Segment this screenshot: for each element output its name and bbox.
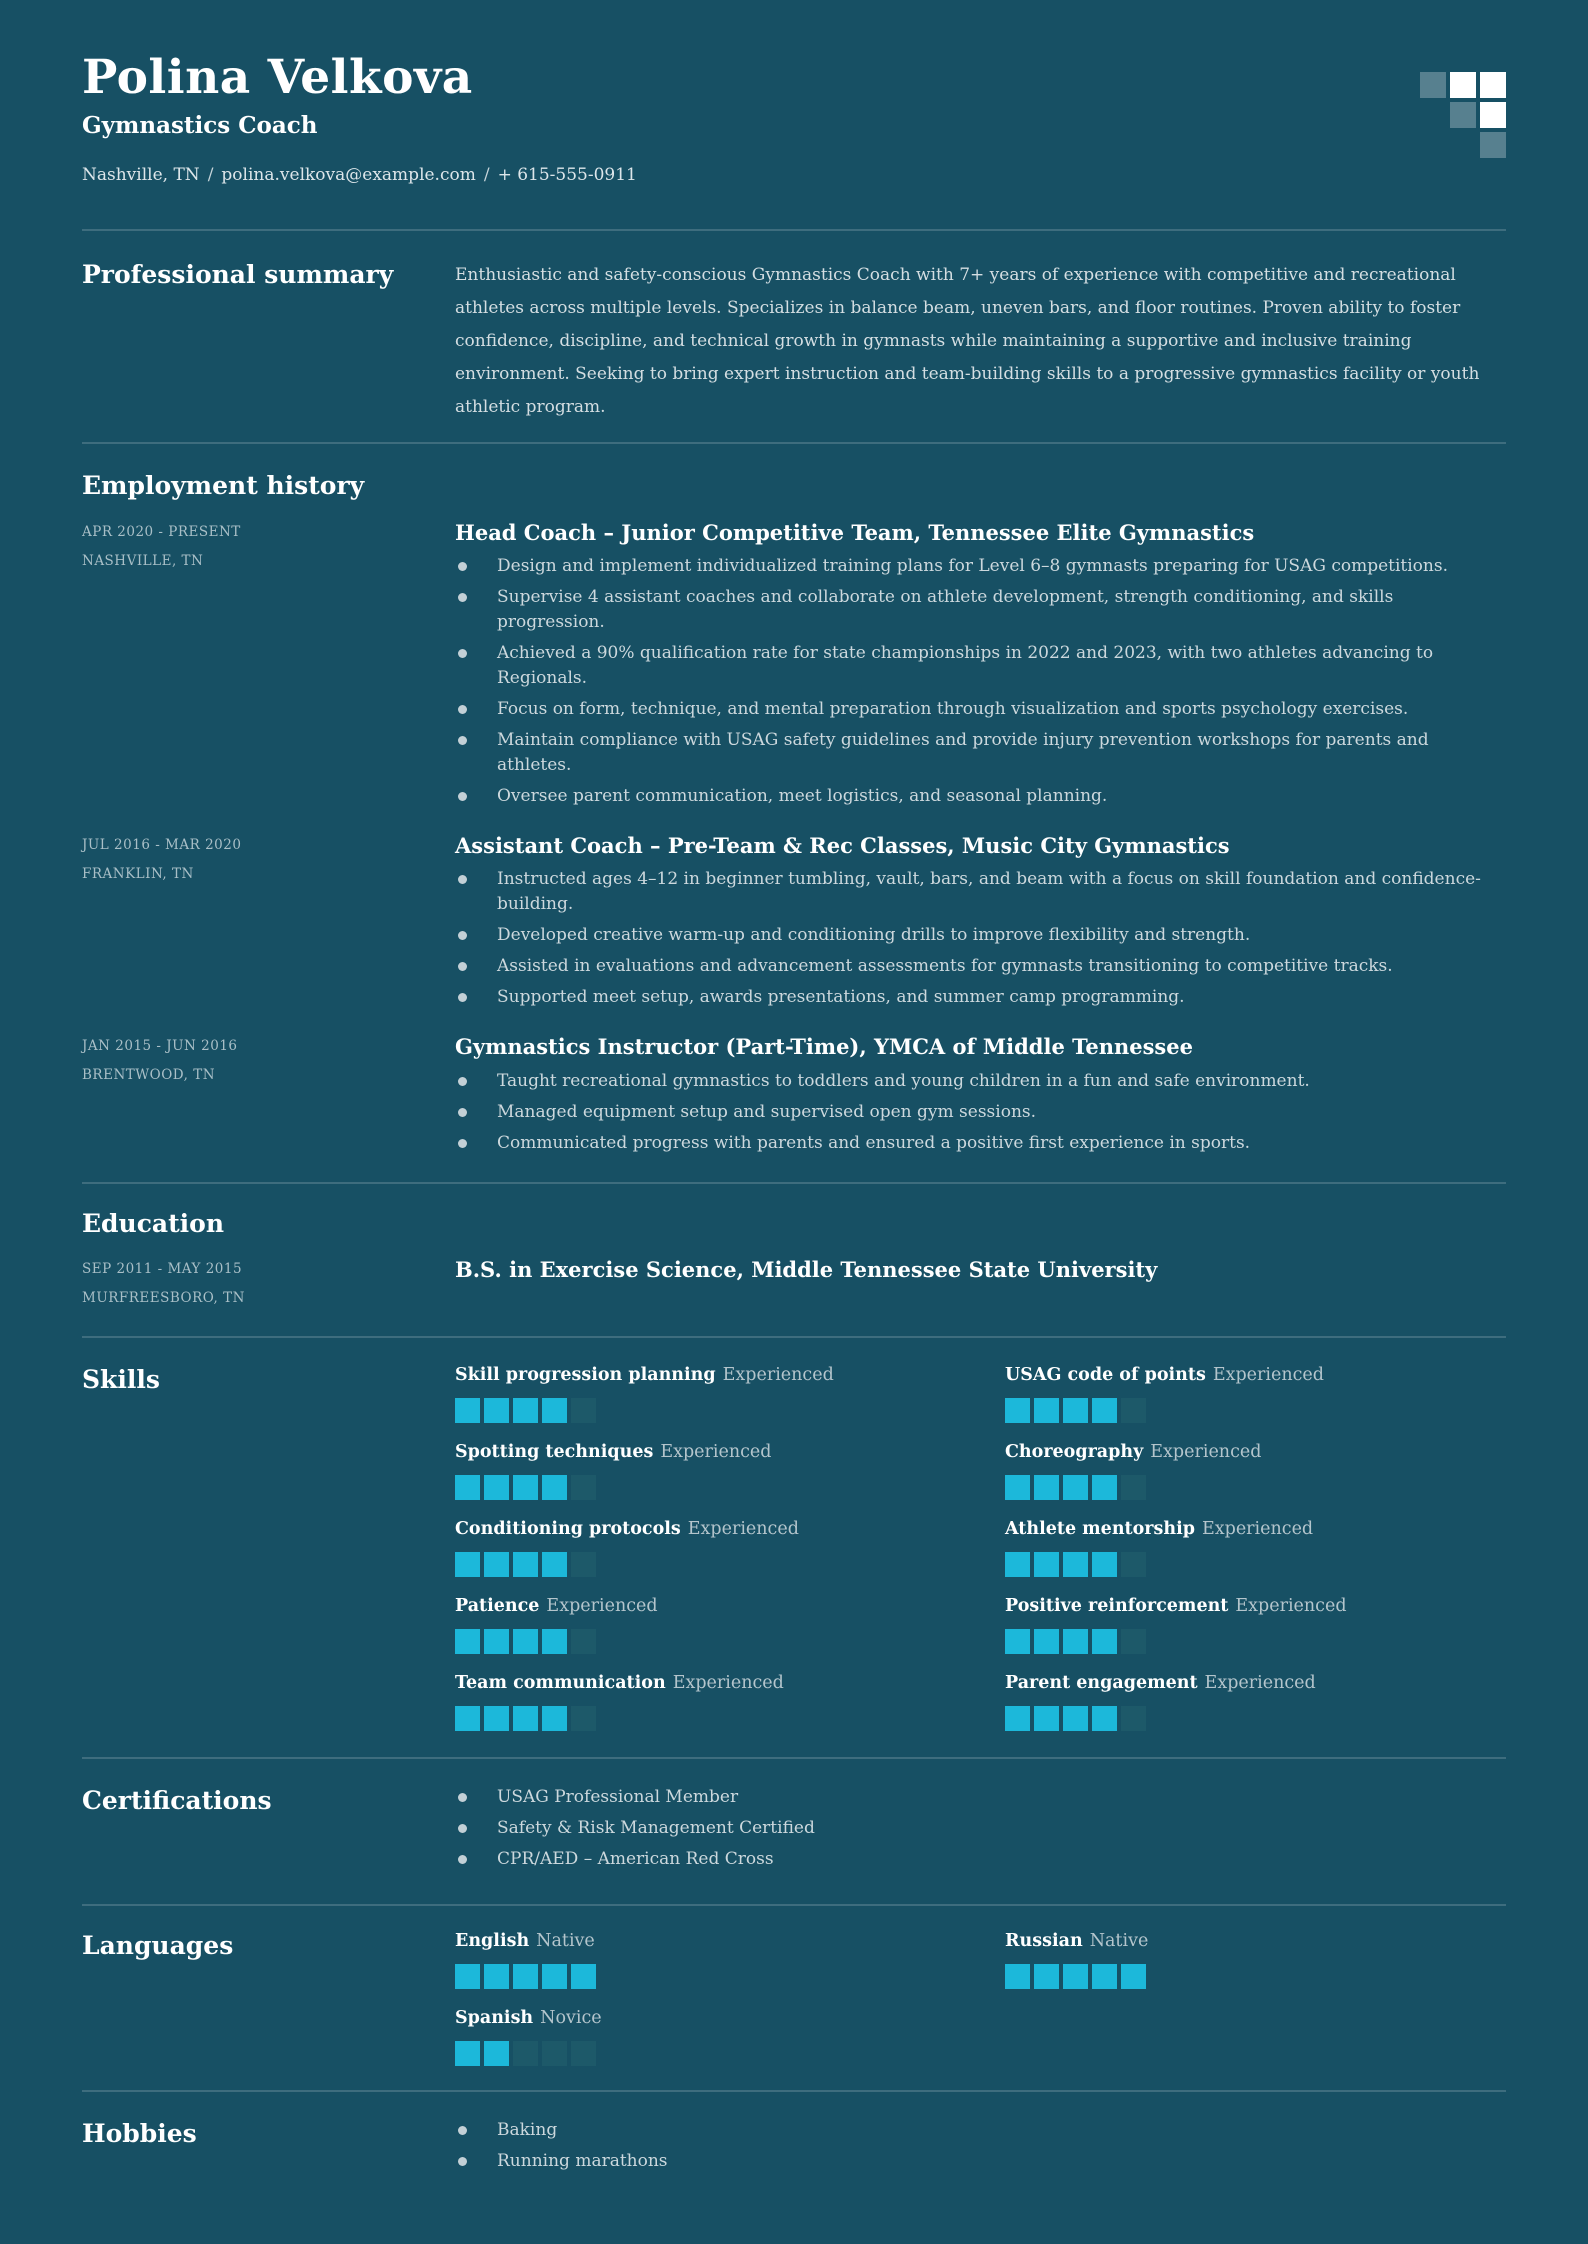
skill-item (455, 1672, 1005, 1731)
bullet-item: Running marathons (455, 2149, 1506, 2174)
certifications-list (455, 1785, 1506, 1878)
bar-segment-filled (455, 1552, 480, 1577)
skill-name: Athlete mentorship (1005, 1518, 1195, 1539)
bar-segment-filled (542, 1552, 567, 1577)
bar-segment-filled (484, 2041, 509, 2066)
bar-segment-filled (1092, 1552, 1117, 1577)
bar-segment-filled (1092, 1964, 1117, 1989)
logo-cell-empty (1420, 132, 1446, 158)
job-location: FRANKLIN, TN (82, 865, 194, 882)
summary-text: Enthusiastic and safety-conscious Gymnastics Coach with 7+ years of experience with competitive and recreational athletes across multiple levels. Specializes in balance beam, uneven bars, and floor routines. Proven ability to foster confidence, discipline, and technical growth in gymnasts while maintaining a supportive and inclusive training environment. Seeking to bring expert instruction and team-building skills to a progressive gymnastics facility or youth athletic program. (455, 265, 1480, 418)
skill-bar (1005, 1552, 1506, 1577)
section-heading: Professional summary (82, 260, 394, 290)
bar-segment-filled (484, 1706, 509, 1731)
bullet-item: Maintain compliance with USAG safety guidelines and provide injury prevention workshops for parents and athletes. (455, 728, 1506, 778)
job-bullet-list (455, 867, 1506, 1010)
language-level: Novice (540, 2007, 602, 2028)
bar-segment-filled (1092, 1475, 1117, 1500)
language-bar (1005, 1964, 1506, 1989)
education-body (455, 1256, 1506, 1306)
bar-segment-filled (542, 1475, 567, 1500)
languages-grid (455, 1930, 1506, 2066)
bar-segment-empty (571, 2041, 596, 2066)
bar-segment-empty (1121, 1629, 1146, 1654)
skill-level: Experienced (1204, 1672, 1316, 1693)
bar-segment-empty (571, 1398, 596, 1423)
bar-segment-filled (1034, 1964, 1059, 1989)
bar-segment-empty (1121, 1706, 1146, 1731)
bar-segment-filled (455, 1629, 480, 1654)
skill-name: Spotting techniques (455, 1441, 654, 1462)
skill-bar (1005, 1706, 1506, 1731)
bar-segment-empty (542, 2041, 567, 2066)
job-meta (82, 832, 455, 1016)
bullet-item: Managed equipment setup and supervised open gym sessions. (455, 1100, 1506, 1125)
skill-level: Experienced (722, 1364, 834, 1385)
job-title: Gymnastics Instructor (Part-Time), YMCA of Middle Tennessee (455, 1034, 1193, 1060)
bullet-item: Taught recreational gymnastics to toddlers and young children in a fun and safe environment. (455, 1069, 1506, 1094)
bullet-item: CPR/AED – American Red Cross (455, 1847, 1506, 1872)
section-heading: Employment history (82, 471, 365, 501)
skill-level: Experienced (687, 1518, 799, 1539)
bar-segment-filled (542, 1398, 567, 1423)
skill-label (1005, 1441, 1506, 1464)
bar-segment-empty (513, 2041, 538, 2066)
job-body (455, 519, 1506, 815)
skill-item (455, 1518, 1005, 1577)
bar-segment-filled (1005, 1964, 1030, 1989)
bar-segment-filled (513, 1706, 538, 1731)
job-role: Gymnastics Coach (82, 112, 318, 140)
bar-segment-filled (1092, 1398, 1117, 1423)
bullet-item: Focus on form, technique, and mental preparation through visualization and sports psychology exercises. (455, 697, 1506, 722)
language-label (455, 1930, 1005, 1953)
education-meta (82, 1256, 455, 1306)
section-education (82, 1184, 1506, 1336)
skill-name: Choreography (1005, 1441, 1144, 1462)
bullet-item: Design and implement individualized training plans for Level 6–8 gymnasts preparing for USAG competitions. (455, 554, 1506, 579)
section-languages (82, 1906, 1506, 2090)
skill-name: Skill progression planning (455, 1364, 716, 1385)
section-heading: Certifications (82, 1785, 272, 1815)
skill-bar (455, 1629, 1005, 1654)
job-meta (82, 519, 455, 815)
job-meta (82, 1033, 455, 1161)
logo-cell-empty (1420, 102, 1446, 128)
bar-segment-filled (1034, 1706, 1059, 1731)
language-bar (455, 2041, 1005, 2066)
skill-label (455, 1595, 1005, 1618)
section-heading: Education (82, 1208, 225, 1238)
bullet-item: Instructed ages 4–12 in beginner tumbling, vault, bars, and beam with a focus on skill foundation and confidence-building. (455, 867, 1506, 917)
skill-item (455, 1364, 1005, 1423)
section-certifications (82, 1759, 1506, 1904)
job-title: Head Coach – Junior Competitive Team, Tennessee Elite Gymnastics (455, 519, 1255, 545)
squares-logo-icon (1420, 72, 1506, 158)
section-heading: Hobbies (82, 2118, 197, 2148)
bar-segment-filled (1063, 1475, 1088, 1500)
logo-cell-white (1480, 102, 1506, 128)
bar-segment-empty (571, 1706, 596, 1731)
education-entry (82, 1256, 1506, 1306)
bar-segment-empty (1121, 1552, 1146, 1577)
bar-segment-filled (1034, 1629, 1059, 1654)
bar-segment-empty (1121, 1398, 1146, 1423)
degree-title: B.S. in Exercise Science, Middle Tennessee State University (455, 1256, 1158, 1282)
bullet-item: Assisted in evaluations and advancement assessments for gymnasts transitioning to competitive tracks. (455, 954, 1506, 979)
skills-grid (455, 1364, 1506, 1731)
logo-cell-white (1480, 72, 1506, 98)
bullet-item: Oversee parent communication, meet logistics, and seasonal planning. (455, 784, 1506, 809)
language-item (455, 1930, 1005, 1989)
bar-segment-filled (513, 1475, 538, 1500)
skill-bar (1005, 1629, 1506, 1654)
skill-item (1005, 1364, 1506, 1423)
job-body (455, 832, 1506, 1016)
skill-level: Experienced (546, 1595, 658, 1616)
skill-bar (455, 1552, 1005, 1577)
bar-segment-filled (455, 1475, 480, 1500)
section-professional-summary (82, 231, 1506, 442)
job-body (455, 1033, 1506, 1161)
skill-bar (455, 1398, 1005, 1423)
skill-bar (1005, 1398, 1506, 1423)
bar-segment-empty (571, 1475, 596, 1500)
bar-segment-filled (1005, 1398, 1030, 1423)
bar-segment-filled (1034, 1552, 1059, 1577)
contact-separator: / (483, 165, 490, 186)
contact-line (82, 165, 1506, 185)
skill-level: Experienced (1150, 1441, 1262, 1462)
bar-segment-filled (542, 1964, 567, 1989)
contact-email: polina.velkova@example.com (221, 165, 476, 186)
bar-segment-filled (455, 1398, 480, 1423)
bar-segment-filled (455, 1706, 480, 1731)
bullet-item: USAG Professional Member (455, 1785, 1506, 1810)
skill-level: Experienced (660, 1441, 772, 1462)
skill-bar (1005, 1475, 1506, 1500)
language-label (455, 2007, 1005, 2030)
bar-segment-filled (542, 1629, 567, 1654)
language-name: Spanish (455, 2007, 534, 2028)
bar-segment-filled (1092, 1629, 1117, 1654)
language-bar (455, 1964, 1005, 1989)
bar-segment-filled (1063, 1629, 1088, 1654)
skill-label (455, 1364, 1005, 1387)
header (82, 50, 1506, 229)
job-entry (82, 519, 1506, 815)
hobbies-list (455, 2118, 1506, 2180)
language-name: English (455, 1930, 530, 1951)
skill-item (1005, 1672, 1506, 1731)
job-entry (82, 1033, 1506, 1161)
bar-segment-filled (1063, 1398, 1088, 1423)
bullet-item: Safety & Risk Management Certified (455, 1816, 1506, 1841)
bar-segment-filled (542, 1706, 567, 1731)
section-skills (82, 1338, 1506, 1757)
bar-segment-filled (484, 1629, 509, 1654)
bar-segment-filled (455, 2041, 480, 2066)
bullet-item: Developed creative warm-up and conditioning drills to improve flexibility and strength. (455, 923, 1506, 948)
bar-segment-empty (571, 1629, 596, 1654)
bar-segment-filled (1005, 1629, 1030, 1654)
logo-cell-muted (1420, 72, 1446, 98)
bar-segment-filled (1005, 1475, 1030, 1500)
skill-name: Parent engagement (1005, 1672, 1198, 1693)
bar-segment-filled (1063, 1964, 1088, 1989)
skill-bar (455, 1475, 1005, 1500)
logo-cell-empty (1450, 132, 1476, 158)
bullet-item: Supported meet setup, awards presentations, and summer camp programming. (455, 985, 1506, 1010)
skill-level: Experienced (1201, 1518, 1314, 1539)
skill-bar (455, 1706, 1005, 1731)
skill-item (1005, 1595, 1506, 1654)
skill-level: Experienced (1235, 1595, 1347, 1616)
skill-name: Positive reinforcement (1005, 1595, 1229, 1616)
bar-segment-filled (513, 1552, 538, 1577)
skill-name: Team communication (455, 1672, 666, 1693)
skill-name: Patience (455, 1595, 540, 1616)
person-name: Polina Velkova (82, 50, 473, 105)
bar-segment-filled (1034, 1398, 1059, 1423)
education-dates: SEP 2011 - MAY 2015 (82, 1260, 243, 1277)
logo-cell-muted (1450, 102, 1476, 128)
job-title: Assistant Coach – Pre-Team & Rec Classes, Music City Gymnastics (455, 832, 1230, 858)
section-hobbies (82, 2092, 1506, 2180)
job-entry (82, 832, 1506, 1016)
language-level: Native (1089, 1930, 1149, 1951)
language-item (455, 2007, 1005, 2066)
skill-label (1005, 1672, 1506, 1695)
skill-label (1005, 1364, 1506, 1387)
language-name: Russian (1005, 1930, 1083, 1951)
contact-location: Nashville, TN (82, 165, 200, 186)
skill-item (1005, 1441, 1506, 1500)
skill-label (1005, 1518, 1506, 1541)
skill-level: Experienced (672, 1672, 784, 1693)
bar-segment-empty (1121, 1475, 1146, 1500)
bar-segment-empty (571, 1552, 596, 1577)
skill-item (455, 1441, 1005, 1500)
job-bullet-list (455, 1069, 1506, 1156)
bar-segment-filled (1121, 1964, 1146, 1989)
bar-segment-filled (513, 1964, 538, 1989)
bar-segment-filled (484, 1552, 509, 1577)
contact-phone: + 615-555-0911 (497, 165, 637, 186)
bar-segment-filled (1092, 1706, 1117, 1731)
language-item (1005, 1930, 1506, 1989)
bullet-item: Achieved a 90% qualification rate for state championships in 2022 and 2023, with two athletes advancing to Regionals. (455, 641, 1506, 691)
skill-label (455, 1518, 1005, 1541)
bar-segment-filled (455, 1964, 480, 1989)
skill-level: Experienced (1212, 1364, 1324, 1385)
bar-segment-filled (513, 1398, 538, 1423)
skill-name: Conditioning protocols (455, 1518, 681, 1539)
skill-label (455, 1672, 1005, 1695)
bullet-item: Communicated progress with parents and ensured a positive first experience in sports. (455, 1131, 1506, 1156)
bar-segment-filled (1005, 1706, 1030, 1731)
bar-segment-filled (1034, 1475, 1059, 1500)
job-dates: JAN 2015 - JUN 2016 (82, 1038, 238, 1055)
logo-cell-white (1450, 72, 1476, 98)
bar-segment-filled (484, 1475, 509, 1500)
bar-segment-filled (1063, 1552, 1088, 1577)
language-label (1005, 1930, 1506, 1953)
logo-cell-muted (1480, 132, 1506, 158)
job-location: BRENTWOOD, TN (82, 1067, 216, 1084)
bullet-item: Supervise 4 assistant coaches and collaborate on athlete development, strength conditioning, and skills progression. (455, 585, 1506, 635)
job-dates: APR 2020 - PRESENT (82, 523, 241, 540)
bar-segment-filled (484, 1398, 509, 1423)
skill-label (455, 1441, 1005, 1464)
bar-segment-filled (1005, 1552, 1030, 1577)
skill-name: USAG code of points (1005, 1364, 1206, 1385)
job-bullet-list (455, 554, 1506, 809)
skill-item (1005, 1518, 1506, 1577)
section-heading: Languages (82, 1930, 234, 1960)
skill-item (455, 1595, 1005, 1654)
job-dates: JUL 2016 - MAR 2020 (82, 836, 242, 853)
bar-segment-filled (513, 1629, 538, 1654)
language-level: Native (536, 1930, 595, 1951)
section-employment-history (82, 444, 1506, 1181)
education-location: MURFREESBORO, TN (82, 1289, 245, 1306)
bar-segment-filled (484, 1964, 509, 1989)
skill-label (1005, 1595, 1506, 1618)
contact-separator: / (207, 165, 214, 186)
bullet-item: Baking (455, 2118, 1506, 2143)
bar-segment-filled (571, 1964, 596, 1989)
bar-segment-filled (1063, 1706, 1088, 1731)
job-location: NASHVILLE, TN (82, 552, 204, 569)
section-heading: Skills (82, 1364, 160, 1394)
